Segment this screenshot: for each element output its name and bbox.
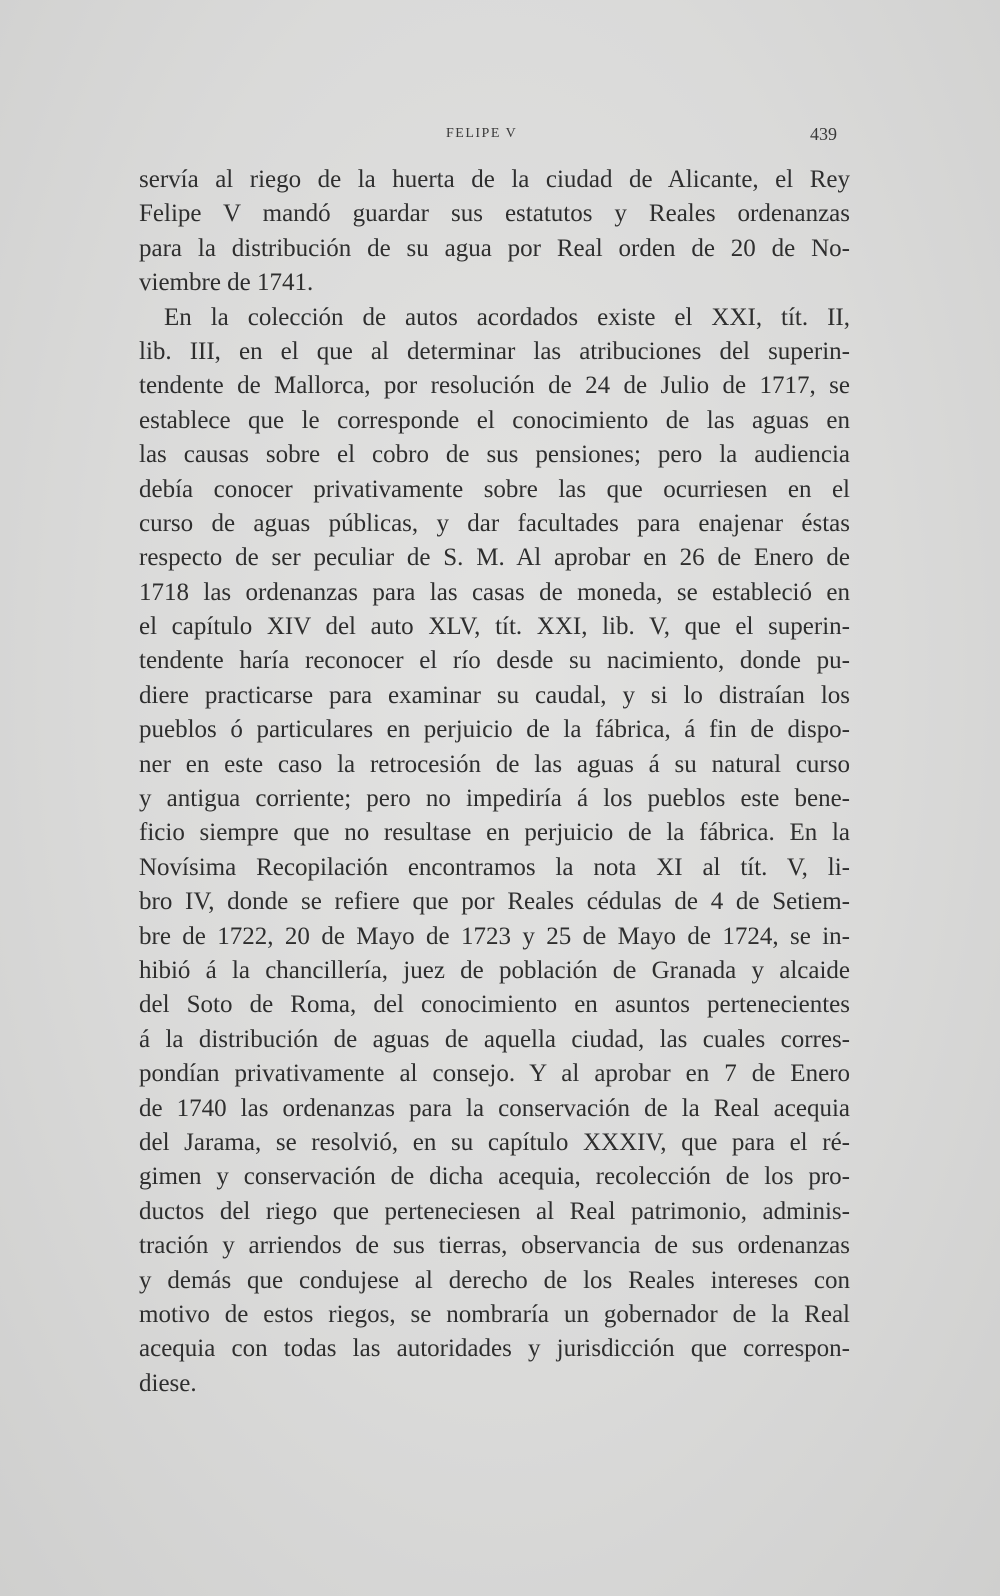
text-line: á la distribución de aguas de aquella ciudad, las cuales corres- <box>139 1025 850 1053</box>
text-line: acequia con todas las autoridades y jurisdicción que correspon- <box>139 1335 850 1363</box>
text-line: viembre de 1741. <box>139 269 314 297</box>
text-line: lib. III, en el que al determinar las atribuciones del superin- <box>139 337 850 365</box>
text-line: bre de 1722, 20 de Mayo de 1723 y 25 de Mayo de 1724, se in- <box>139 922 850 950</box>
text-line: Felipe V mandó guardar sus estatutos y Reales ordenanzas <box>139 200 850 228</box>
text-line: respecto de ser peculiar de S. M. Al aprobar en 26 de Enero de <box>139 544 850 572</box>
page-number: 439 <box>810 124 837 144</box>
text-line: establece que le corresponde el conocimiento de las aguas en <box>139 406 850 434</box>
text-line: el capítulo XIV del auto XLV, tít. XXI, lib. V, que el superin- <box>139 613 850 641</box>
text-line: de 1740 las ordenanzas para la conservación de la Real acequia <box>139 1094 850 1122</box>
text-line: Novísima Recopilación encontramos la nota XI al tít. V, li- <box>139 853 850 881</box>
text-line: tendente haría reconocer el río desde su nacimiento, donde pu- <box>139 647 850 675</box>
body-text <box>139 163 850 1401</box>
paragraph <box>139 301 850 1402</box>
text-line: del Jarama, se resolvió, en su capítulo XXXIV, que para el ré- <box>139 1128 850 1156</box>
text-line: ner en este caso la retrocesión de las aguas á su natural curso <box>139 750 850 778</box>
text-line: servía al riego de la huerta de la ciudad de Alicante, el Rey <box>139 166 850 193</box>
text-line: motivo de estos riegos, se nombraría un gobernador de la Real <box>139 1300 850 1328</box>
text-line: En la colección de autos acordados existe el XXI, tít. II, <box>164 303 850 331</box>
text-line: tendente de Mallorca, por resolución de 24 de Julio de 1717, se <box>139 372 850 400</box>
text-line: para la distribución de su agua por Real orden de 20 de No- <box>139 234 850 262</box>
text-line: y antigua corriente; pero no impediría á los pueblos este bene- <box>139 785 850 813</box>
text-line: pondían privativamente al consejo. Y al aprobar en 7 de Enero <box>139 1060 850 1088</box>
text-line: gimen y conservación de dicha acequia, recolección de los pro- <box>139 1163 850 1191</box>
text-line: 1718 las ordenanzas para las casas de moneda, se estableció en <box>139 578 850 606</box>
text-line: y demás que condujese al derecho de los Reales intereses con <box>139 1266 850 1294</box>
running-head: FELIPE V <box>446 126 518 141</box>
text-line: curso de aguas públicas, y dar facultades para enajenar éstas <box>139 509 850 537</box>
text-line: debía conocer privativamente sobre las que ocurriesen en el <box>139 475 850 503</box>
text-line: diese. <box>139 1369 197 1397</box>
text-line: pueblos ó particulares en perjuicio de la fábrica, á fin de dispo- <box>139 716 850 744</box>
paragraph-continued <box>139 163 850 301</box>
text-line: bro IV, donde se refiere que por Reales cédulas de 4 de Setiem- <box>139 888 850 916</box>
text-line: las causas sobre el cobro de sus pensiones; pero la audiencia <box>139 441 850 469</box>
text-line: del Soto de Roma, del conocimiento en asuntos pertenecientes <box>139 991 850 1019</box>
text-line: ficio siempre que no resultase en perjuicio de la fábrica. En la <box>139 819 850 847</box>
text-line: ductos del riego que perteneciesen al Real patrimonio, adminis- <box>139 1197 850 1225</box>
text-line: diere practicarse para examinar su caudal, y si lo distraían los <box>139 681 850 709</box>
text-line: hibió á la chancillería, juez de población de Granada y alcaide <box>139 956 850 984</box>
text-line: tración y arriendos de sus tierras, observancia de sus ordenanzas <box>139 1232 850 1260</box>
